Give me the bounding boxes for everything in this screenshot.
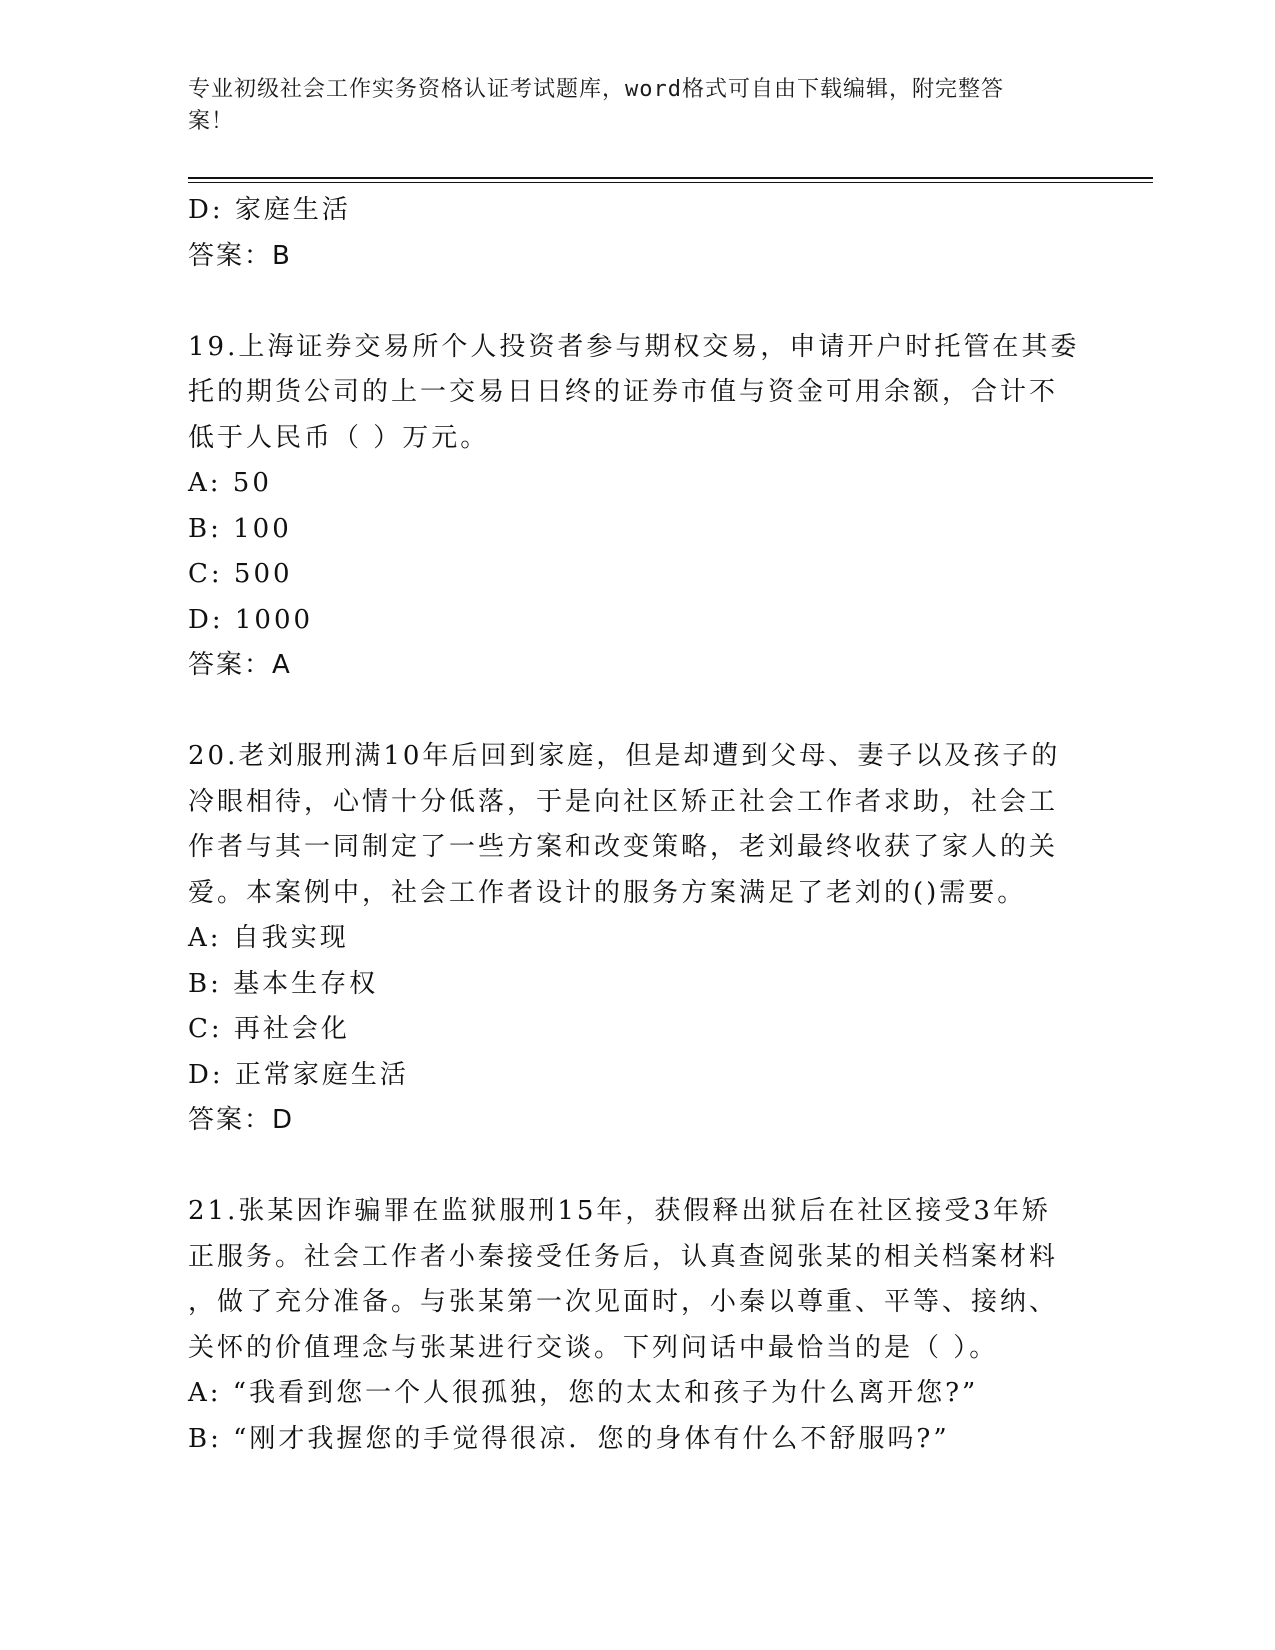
option-b: B: 100 — [188, 513, 292, 544]
question-19 — [188, 325, 1080, 644]
header-line-2: 案！ — [188, 109, 235, 134]
question-stem-line: ，做了充分准备。与张某第一次见面时，小秦以尊重、平等、接纳、 — [188, 1287, 1059, 1317]
option-c: C: 500 — [188, 559, 293, 589]
question-stem-line: 低于人民币（ ）万元。 — [188, 422, 490, 453]
question-stem-line: 21.张某因诈骗罪在监狱服刑15年，获假释出狱后在社区接受3年矫 — [188, 1196, 1051, 1226]
question-20 — [188, 734, 1068, 1098]
option-a: A: “我看到您一个人很孤独，您的太太和孩子为什么离开您?” — [188, 1378, 979, 1408]
question-stem-line: 冷眼相待，心情十分低落，于是向社区矫正社会工作者求助，社会工 — [188, 786, 1059, 817]
option-d: D: 正常家庭生活 — [188, 1059, 409, 1090]
header-line-1: 专业初级社会工作实务资格认证考试题库，word格式可自由下载编辑，附完整答 — [188, 77, 1004, 102]
question-21 — [188, 1189, 1068, 1462]
answer-line: 答案：A — [188, 650, 292, 680]
question-stem-line: 关怀的价值理念与张某进行交谈。下列问话中最恰当的是（ ）。 — [188, 1332, 999, 1363]
option-d: D: 1000 — [188, 604, 314, 635]
answer-line: 答案：D — [188, 1105, 295, 1135]
question-content — [188, 188, 1080, 1462]
question-stem-line: 作者与其一同制定了一些方案和改变策略，老刘最终收获了家人的关 — [188, 832, 1059, 862]
question-stem-line: 托的期货公司的上一交易日日终的证券市值与资金可用余额，合计不 — [188, 377, 1059, 407]
spacer — [188, 689, 1068, 735]
question-stem-line: 正服务。社会工作者小秦接受任务后，认真查阅张某的相关档案材料 — [188, 1241, 1059, 1272]
header-divider-thin — [188, 182, 1153, 183]
document-header — [188, 74, 1068, 138]
question-stem-line: 爱。本案例中，社会工作者设计的服务方案满足了老刘的()需要。 — [188, 877, 1027, 908]
question-stem-line: 20.老刘服刑满10年后回到家庭，但是却遭到父母、妻子以及孩子的 — [188, 741, 1061, 771]
option-b: B: “刚才我握您的手觉得很凉．您的身体有什么不舒服吗?” — [188, 1423, 950, 1454]
question-stem-line: 19.上海证券交易所个人投资者参与期权交易，申请开户时托管在其委 — [188, 331, 1080, 362]
option-b: B: 基本生存权 — [188, 968, 379, 999]
option-d: D: 家庭生活 — [188, 195, 351, 225]
header-divider-thick — [188, 177, 1153, 179]
option-c: C: 再社会化 — [188, 1014, 350, 1044]
answer-line: 答案：B — [188, 240, 292, 271]
option-a: A: 自我实现 — [188, 923, 349, 953]
spacer — [188, 279, 1068, 325]
spacer — [188, 1144, 1068, 1190]
option-a: A: 50 — [188, 468, 272, 498]
